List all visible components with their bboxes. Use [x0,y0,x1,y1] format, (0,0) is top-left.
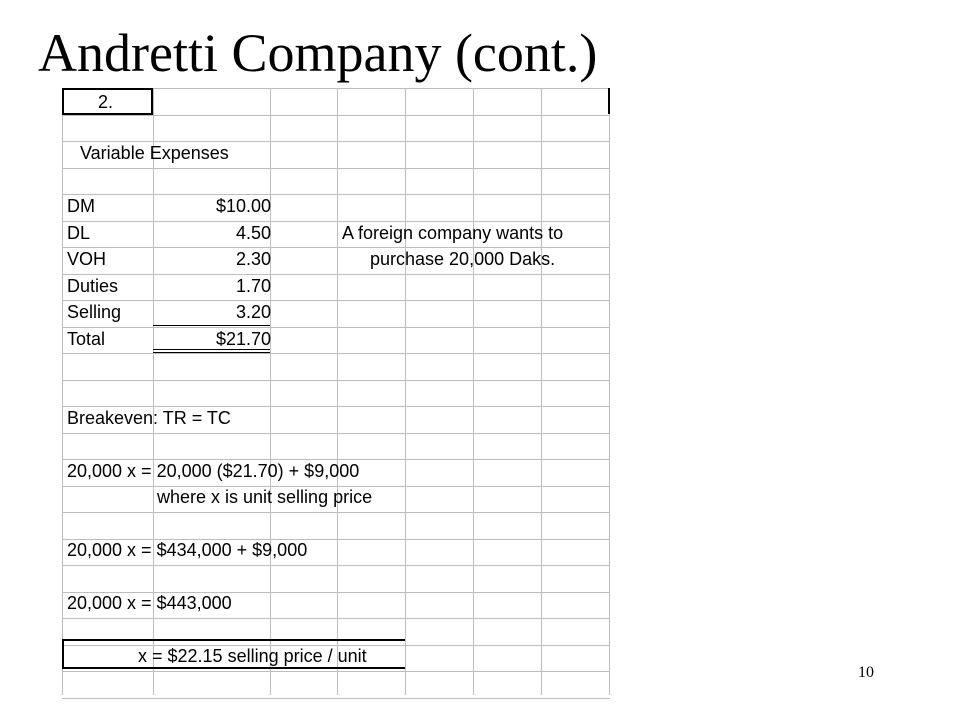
expense-label-dm: DM [67,196,95,216]
breakeven-heading: Breakeven: TR = TC [67,408,231,428]
expense-label-voh: VOH [67,249,107,269]
grid-column-line [405,88,406,695]
expense-value-voh: 2.30 [235,249,271,269]
grid-column-line [473,88,474,695]
total-top-rule [153,325,270,326]
grid-column-line [541,88,542,695]
answer-box-bottom [62,667,405,669]
expense-label-duties: Duties [67,276,119,296]
grid-row-line [62,300,610,301]
total-double-rule-1 [153,349,270,350]
note-line-1: A foreign company wants to [342,223,564,243]
grid-row-line [62,565,610,566]
slide-title: Andretti Company (cont.) [38,23,598,83]
page-number: 10 [858,664,874,681]
spreadsheet [62,88,610,695]
grid-row-line [62,512,610,513]
part-label-box-top [62,88,153,90]
expense-value-selling: 3.20 [235,302,271,322]
expense-label-dl: DL [67,223,91,243]
grid-row-line [62,327,610,328]
grid-row-line [62,115,610,116]
sheet-right-edge-top [608,88,610,114]
expense-value-duties: 1.70 [235,276,271,296]
grid-row-line [62,380,610,381]
answer: x = $22.15 selling price / unit [138,646,367,666]
grid-column-line [609,88,610,695]
total-double-rule-2 [153,352,270,353]
part-label-box-left [62,88,64,115]
part-label-box-bottom [62,113,153,115]
part-label-box-right [151,88,153,115]
expense-label-selling: Selling [67,302,122,322]
grid-row-line [62,671,610,672]
grid-column-line [62,88,63,695]
grid-row-line [62,194,610,195]
equation-1: 20,000 x = 20,000 ($21.70) + $9,000 [67,461,360,481]
grid-row-line [62,618,610,619]
note-line-2: purchase 20,000 Daks. [370,249,556,269]
grid-column-line [270,88,271,695]
expense-label-total: Total [67,329,106,349]
equation-1-note: where x is unit selling price [157,487,373,507]
equation-2: 20,000 x = $434,000 + $9,000 [67,540,308,560]
grid-row-line [62,274,610,275]
variable-expenses-heading: Variable Expenses [80,143,229,163]
equation-3: 20,000 x = $443,000 [67,593,232,613]
grid-row-line [62,168,610,169]
grid-row-line [62,433,610,434]
grid-row-line [62,698,610,699]
answer-box-left [62,639,64,669]
part-label: 2. [98,92,114,112]
expense-value-dm: $10.00 [215,196,271,216]
grid-column-line [337,88,338,695]
grid-row-line [62,353,610,354]
expense-value-dl: 4.50 [235,223,271,243]
expense-value-total: $21.70 [215,329,271,349]
answer-box-top [62,639,405,641]
